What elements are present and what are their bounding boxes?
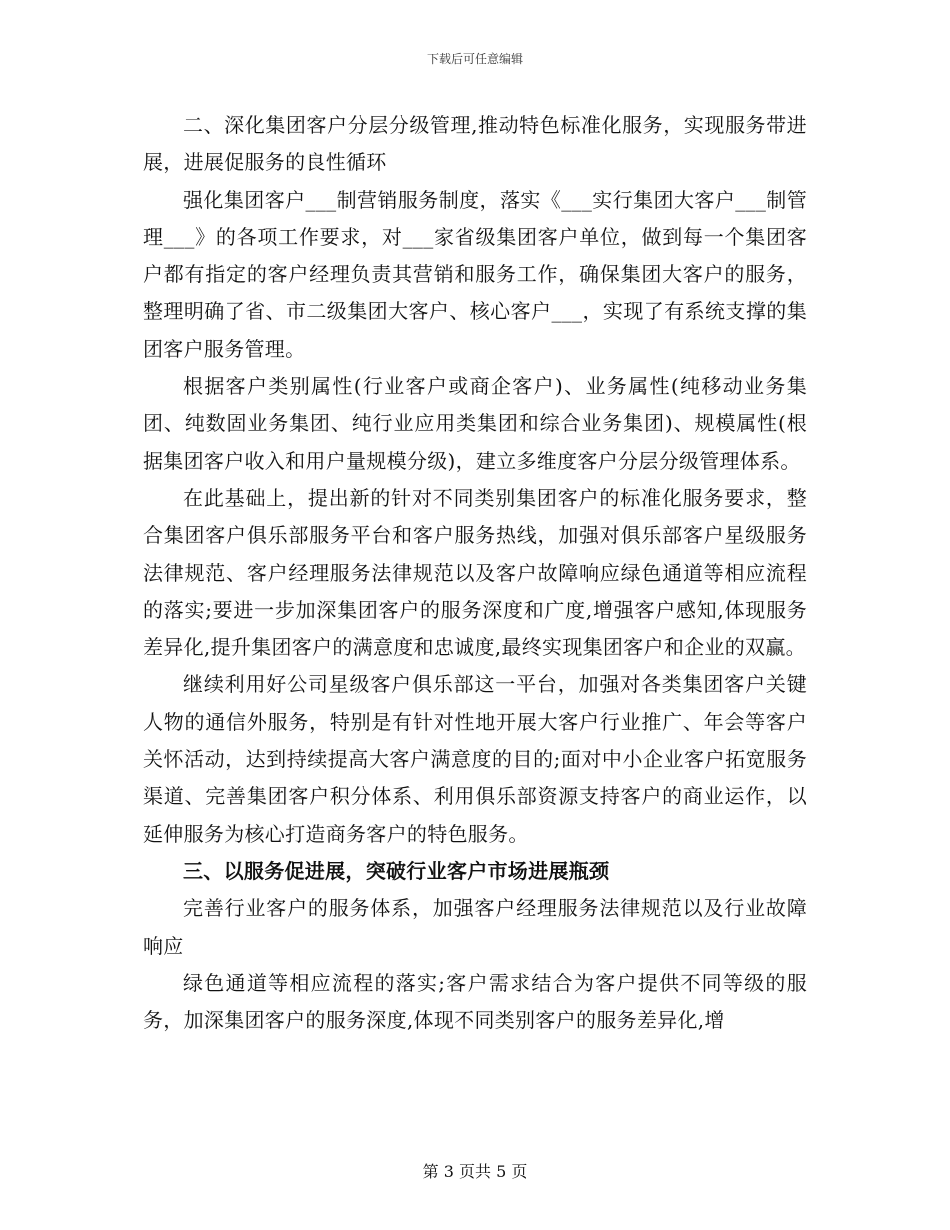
document-body [143,107,807,1039]
body-paragraph: 绿色通道等相应流程的落实;客户需求结合为客户提供不同等级的服务，加深集团客户的服务深度,体现不同类别客户的服务差异化,增 [143,970,807,1033]
body-paragraph: 继续利用好公司星级客户俱乐部这一平台，加强对各类集团客户关键人物的通信外服务，特别是有针对性地开展大客户行业推广、年会等客户关怀活动，达到持续提高大客户满意度的目的;面对中小企业客户拓宽服务渠道、完善集团客户积分体系、利用俱乐部资源支持客户的商业运作，以延伸服务为核心打造商务客户的特色服务。 [143,672,807,846]
section-heading-2: 二、深化集团客户分层分级管理,推动特色标准化服务，实现服务带进展，进展促服务的良性循环 [143,113,807,175]
body-paragraph: 强化集团客户___制营销服务制度，落实《___实行集团大客户___制管理___》的各项工作要求，对___家省级集团客户单位，做到每一个集团客户都有指定的客户经理负责其营销和服务工作，确保集团大客户的服务，整理明确了省、市二级集团大客户、核心客户___，实现了有系统支撑的集团客户服务管理。 [143,187,807,361]
body-paragraph: 完善行业客户的服务体系，加强客户经理服务法律规范以及行业故障响应 [143,896,807,958]
section-heading-3: 三、以服务促进展，突破行业客户市场进展瓶颈 [183,858,610,883]
body-paragraph: 根据客户类别属性(行业客户或商企客户)、业务属性(纯移动业务集团、纯数固业务集团、纯行业应用类集团和综合业务集团)、规模属性(根据集团客户收入和用户量规模分级)，建立多维度客户分层分级管理体系。 [143,374,807,473]
body-paragraph: 在此基础上，提出新的针对不同类别集团客户的标准化服务要求，整合集团客户俱乐部服务平台和客户服务热线，加强对俱乐部客户星级服务法律规范、客户经理服务法律规范以及客户故障响应绿色通道等相应流程的落实;要进一步加深集团客户的服务深度和广度,增强客户感知,体现服务差异化,提升集团客户的满意度和忠诚度,最终实现集团客户和企业的双赢。 [143,485,807,660]
page-footer: 第 3 页共 5 页 [422,1162,528,1181]
page-header: 下载后可任意编辑 [426,52,523,66]
